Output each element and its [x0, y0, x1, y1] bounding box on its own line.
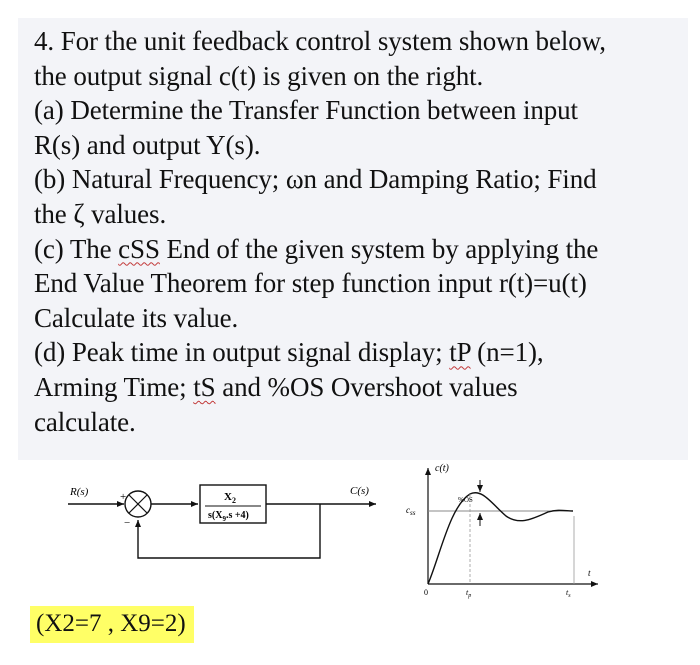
problem-line-12: calculate.: [34, 406, 136, 437]
problem-line-5: (b) Natural Frequency; ωn and Damping Ratio; Find: [34, 164, 597, 195]
step-response-plot: [406, 463, 598, 599]
problem-line-6: the ζ values.: [34, 198, 167, 229]
tf-numerator: $X_2$: [224, 491, 236, 505]
problem-line-4: R(s) and output Y(s).: [34, 129, 261, 160]
input-label: R(s): [70, 486, 89, 498]
tf-denominator: $s(X_9.s +4)$: [208, 510, 249, 523]
problem-line-2: the output signal c(t) is given on the right.: [34, 60, 484, 91]
problem-line-1: 4. For the unit feedback control system shown below,: [34, 26, 606, 56]
peak-time-label: $t_p$: [466, 588, 472, 599]
response-curve: [428, 493, 573, 584]
time-axis-label: t: [588, 568, 591, 578]
problem-line-11: Arming Time; tS and %OS Overshoot values: [34, 371, 518, 402]
problem-line-7: (c) The cSS End of the given system by applying the: [34, 233, 599, 264]
tp-term: tP: [449, 337, 471, 368]
sum-plus-sign: +: [120, 491, 127, 503]
css-term: cSS: [118, 233, 160, 264]
ts-term: tS: [193, 371, 216, 402]
problem-text: [18, 18, 688, 460]
problem-line-8: End Value Theorem for step function input r(t)=u(t): [34, 268, 587, 299]
problem-line-9: Calculate its value.: [34, 302, 239, 333]
problem-line-3: (a) Determine the Transfer Function between input: [34, 95, 578, 126]
control-system-figure: [58, 456, 618, 602]
output-label: C(s): [350, 485, 369, 497]
settling-time-label: $t_s$: [566, 588, 571, 599]
block-diagram: [68, 485, 376, 558]
given-values: (X2=7 , X9=2): [30, 606, 194, 643]
origin-label: 0: [424, 588, 428, 597]
summing-junction: [120, 491, 151, 529]
overshoot-label: %OS: [458, 496, 473, 504]
css-label: $c_{ss}$: [406, 505, 416, 517]
y-axis-label: c(t): [435, 463, 449, 474]
sum-minus-sign: −: [124, 517, 131, 529]
problem-line-10: (d) Peak time in output signal display; tP (n=1),: [34, 337, 544, 368]
